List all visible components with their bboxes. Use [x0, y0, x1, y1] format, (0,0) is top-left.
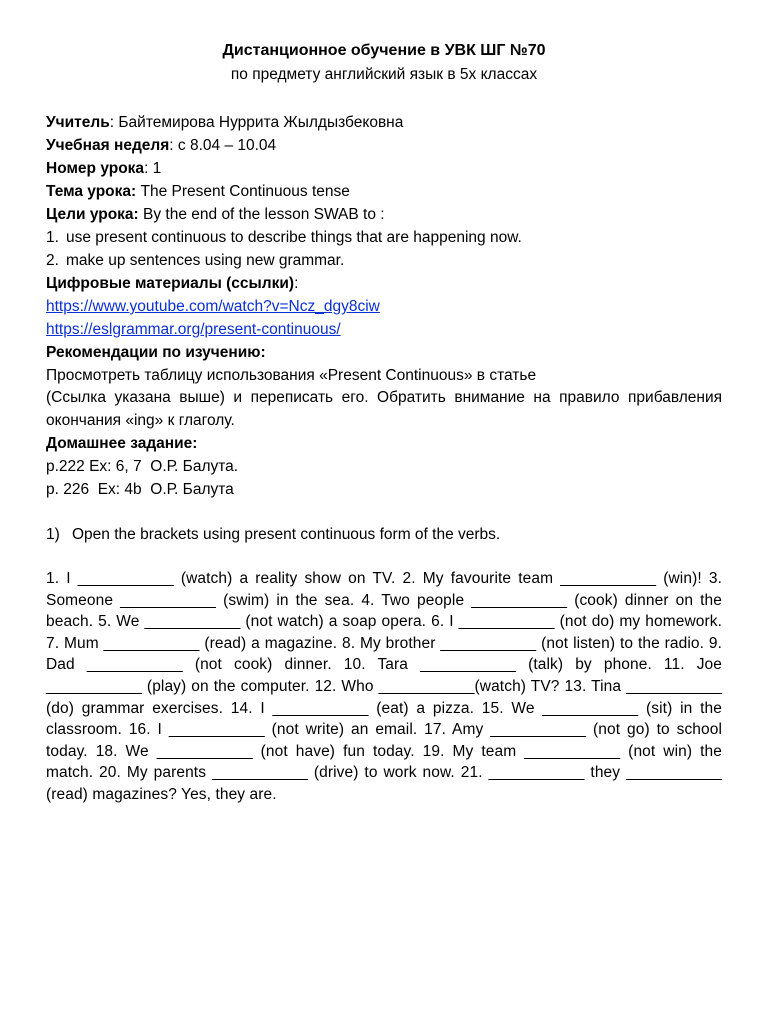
link-line	[46, 318, 722, 341]
goals-value: By the end of the lesson SWAB to :	[138, 206, 385, 223]
topic-line	[46, 180, 722, 203]
exercise-text: 1. I ___________ (watch) a reality show on TV. 2. My favourite team ___________ (win)! 3. Someone ___________ (swim) in the sea. 4. Two people ___________ (cook) dinner on the beach. 5. We ___________ (not watch) a soap opera. 6. I ___________ (not do) my homework. 7. Mum ___________ (read) a magazine. 8. My brother ___________ (not listen) to the radio. 9. Dad ___________ (not cook) dinner. 10. Tara ___________ (talk) by phone. 11. Joe ___________ (play) on the computer. 12. Who ___________(watch) TV? 13. Tina ___________ (do) grammar exercises. 14. I ___________ (eat) a pizza. 15. We ___________ (sit) in the classroom. 16. I ___________ (not write) an email. 17. Amy ___________ (not go) to school today. 18. We ___________ (not have) fun today. 19. My team ___________ (not win) the match. 20. My parents ___________ (drive) to work now. 21. ___________ they ___________ (read) magazines? Yes, they are.	[46, 570, 722, 803]
goals-line	[46, 203, 722, 226]
goal-text: use present continuous to describe things that are happening now.	[66, 229, 522, 246]
lesson-number-label: Номер урока	[46, 160, 145, 177]
materials-colon: :	[294, 275, 299, 292]
recommendations-label: Рекомендации по изучению:	[46, 344, 266, 361]
document-page	[46, 40, 722, 821]
teacher-line	[46, 111, 722, 134]
homework-item: p. 226 Ex: 4b О.Р. Балута	[46, 481, 234, 498]
link-line	[46, 295, 722, 318]
eslgrammar-link[interactable]: https://eslgrammar.org/present-continuous/	[46, 321, 341, 338]
homework-label: Домашнее задание:	[46, 435, 198, 452]
task-instruction: Open the brackets using present continuous form of the verbs.	[72, 526, 501, 543]
topic-value: The Present Continuous tense	[136, 183, 350, 200]
task-number: 1)	[46, 526, 60, 543]
materials-line	[46, 272, 722, 295]
lesson-info	[46, 111, 722, 501]
teacher-value: : Байтемирова Нуррита Жылдызбековна	[109, 114, 404, 131]
recommendations-heading	[46, 341, 722, 364]
youtube-link[interactable]: https://www.youtube.com/watch?v=Ncz_dgy8ciw	[46, 298, 380, 315]
goals-label: Цели урока:	[46, 206, 139, 223]
goal-item	[46, 249, 722, 272]
homework-heading	[46, 432, 722, 455]
recommendations-text: (Ссылка указана выше) и переписать его. Обратить внимание на правило прибавления окончания «ing» к глаголу.	[46, 389, 722, 429]
task-heading	[46, 523, 722, 546]
document-subtitle: по предмету английский язык в 5х классах	[230, 66, 538, 83]
week-line	[46, 134, 722, 157]
week-value: : с 8.04 – 10.04	[169, 137, 277, 154]
materials-label: Цифровые материалы (ссылки)	[46, 275, 295, 292]
recommendations-line: Просмотреть таблицу использования «Present Continuous» в статье	[46, 367, 537, 384]
goal-number: 2.	[46, 252, 59, 269]
document-title: Дистанционное обучение в УВК ШГ №70	[222, 42, 546, 59]
teacher-label: Учитель	[46, 114, 110, 131]
homework-item: р.222 Ex: 6, 7 О.Р. Балута.	[46, 458, 239, 475]
week-label: Учебная неделя	[46, 137, 170, 154]
topic-label: Тема урока:	[46, 183, 137, 200]
goal-number: 1.	[46, 229, 59, 246]
goal-text: make up sentences using new grammar.	[66, 252, 345, 269]
goal-item	[46, 226, 722, 249]
lesson-number-line	[46, 157, 722, 180]
lesson-number-value: : 1	[144, 160, 162, 177]
